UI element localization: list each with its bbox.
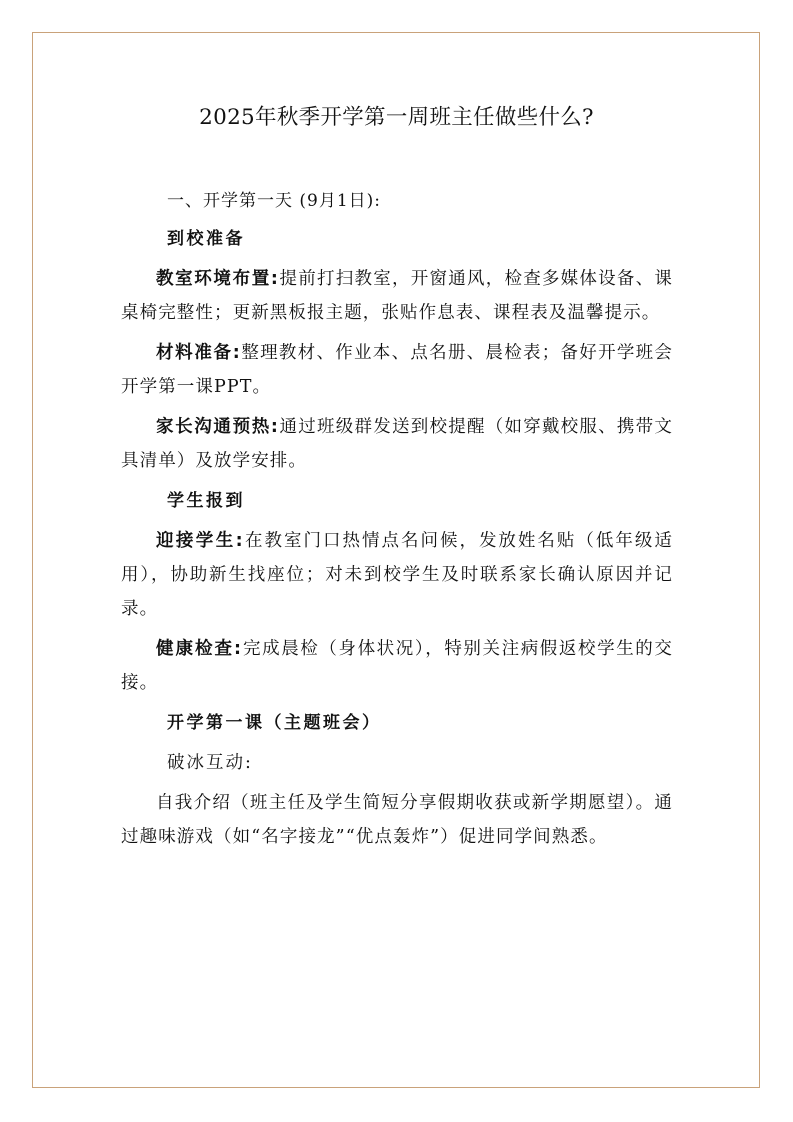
paragraph-text: 在教室门口热情点名问候，发放姓名贴（低年级适用），协助新生找座位；对未到校学生及时联系家长确认原因并记录。 <box>121 531 674 619</box>
document-title: 2025年秋季开学第一周班主任做些什么? <box>199 105 594 130</box>
paragraph-lead: 迎接学生: <box>156 531 245 551</box>
paragraph-lead: 教室环境布置: <box>156 269 280 289</box>
paragraph-materials <box>121 336 673 404</box>
paragraph-greeting-students <box>121 524 673 626</box>
subheading-first-lesson: 开学第一课（主题班会） <box>167 713 382 733</box>
paragraph-classroom-setup <box>121 262 673 330</box>
paragraph-lead: 材料准备: <box>156 343 242 363</box>
document-body <box>121 184 673 860</box>
subheading-student-registration: 学生报到 <box>167 491 245 511</box>
paragraph-lead: 家长沟通预热: <box>156 417 280 437</box>
paragraph-text: 通过班级群发送到校提醒（如穿戴校服、携带文具清单）及放学安排。 <box>121 417 673 471</box>
paragraph-text: 整理教材、作业本、点名册、晨检表；备好开学班会开学第一课PPT。 <box>121 343 673 397</box>
paragraph-lead: 健康检查: <box>156 639 243 659</box>
paragraph-health-check <box>121 632 673 700</box>
paragraph-text: 提前打扫教室，开窗通风，检查多媒体设备、课桌椅完整性；更新黑板报主题，张贴作息表、课程表及温馨提示。 <box>121 269 673 323</box>
paragraph-parent-communication <box>121 410 673 478</box>
paragraph-self-introduction: 自我介绍（班主任及学生简短分享假期收获或新学期愿望）。通过趣味游戏（如“名字接龙”“优点轰炸”）促进同学间熟悉。 <box>121 793 673 847</box>
section-heading-day-one: 一、开学第一天 (9月1日): <box>167 191 382 211</box>
subheading-arrival-prep: 到校准备 <box>167 229 245 249</box>
subheading-icebreaker: 破冰互动: <box>167 753 253 773</box>
paragraph-text: 完成晨检（身体状况），特别关注病假返校学生的交接。 <box>121 639 673 693</box>
